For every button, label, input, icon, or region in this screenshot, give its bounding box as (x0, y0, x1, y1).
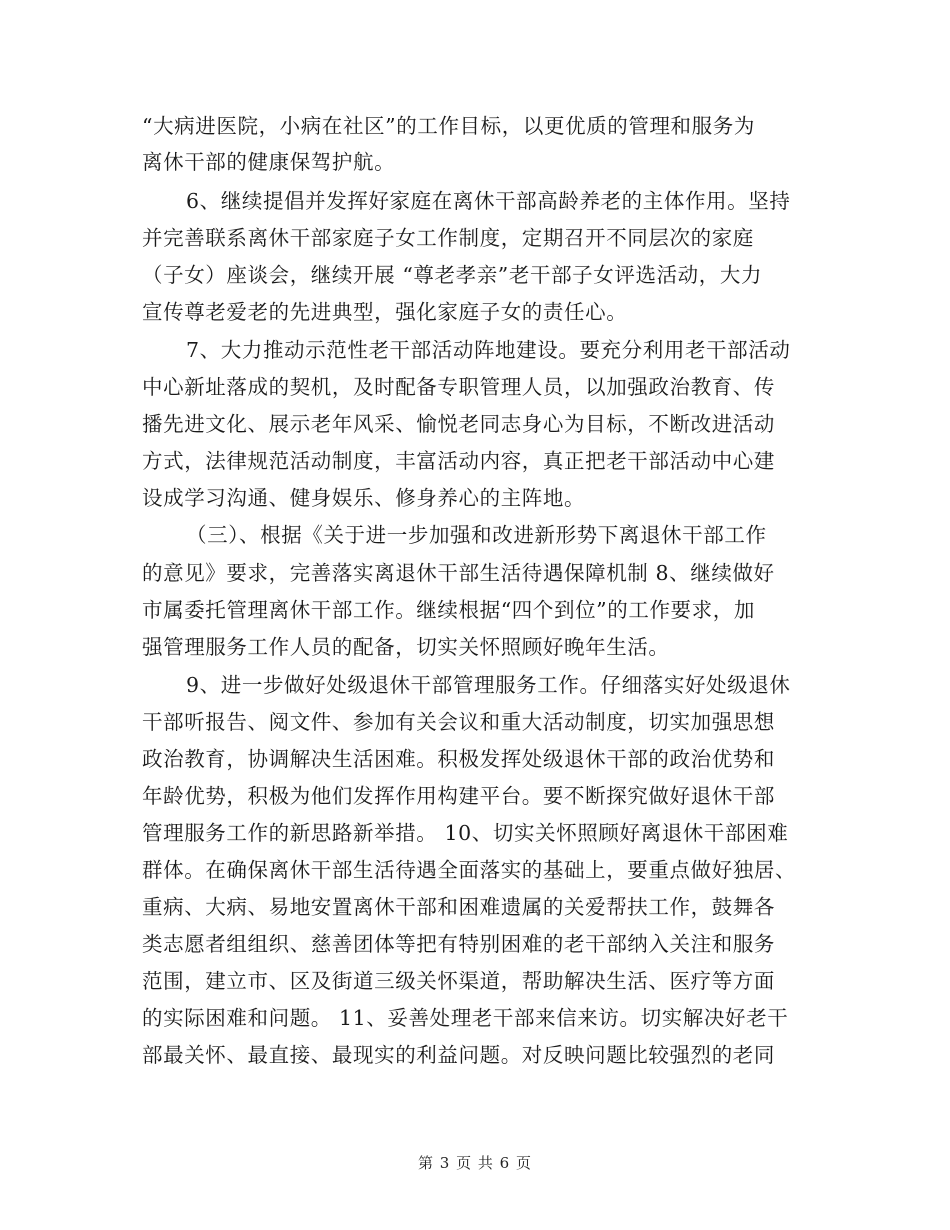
text-line: 群体。在确保离休干部生活待遇全面落实的基础上，要重点做好独居、 (142, 858, 797, 882)
text-line: 播先进文化、展示老年风采、愉悦老同志身心为目标，不断改进活动 (142, 412, 775, 436)
text-line: 干部听报告、阅文件、参加有关会议和重大活动制度，切实加强思想 (142, 710, 775, 734)
text-line: “大病进医院，小病在社区”的工作目标，以更优质的管理和服务为 (142, 114, 755, 138)
text-line: 部最关怀、最直接、最现实的利益问题。对反映问题比较强烈的老同 (142, 1043, 775, 1067)
text-line: 的实际困难和问题。 11、妥善处理老干部来信来访。切实解决好老干 (142, 1006, 789, 1030)
text-line: 政治教育，协调解决生活困难。积极发挥处级退休干部的政治优势和 (142, 747, 775, 771)
text-line: 年龄优势，积极为他们发挥作用构建平台。要不断探究做好退休干部 (142, 784, 775, 808)
text-line: 的意见》要求，完善落实离退休干部生活待遇保障机制 8、继续做好 (142, 561, 775, 585)
text-line: （子女）座谈会，继续开展 “尊老孝亲”老干部子女评选活动，大力 (142, 263, 763, 287)
text-line: 6、继续提倡并发挥好家庭在离休干部高龄养老的主体作用。坚持 (186, 189, 791, 213)
text-line: 宣传尊老爱老的先进典型，强化家庭子女的责任心。 (142, 300, 628, 324)
text-line: 范围，建立市、区及街道三级关怀渠道，帮助解决生活、医疗等方面 (142, 969, 775, 993)
page-number: 第 3 页 共 6 页 (418, 1154, 532, 1172)
text-line: 类志愿者组组织、慈善团体等把有特别困难的老干部纳入关注和服务 (142, 932, 775, 956)
text-line: 重病、大病、易地安置离休干部和困难遗属的关爱帮扶工作，鼓舞各 (142, 895, 775, 919)
text-line: 强管理服务工作人员的配备，切实关怀照顾好晚年生活。 (142, 635, 670, 659)
text-line: 并完善联系离休干部家庭子女工作制度，定期召开不同层次的家庭 (142, 226, 754, 250)
text-line: 市属委托管理离休干部工作。继续根据“四个到位”的工作要求，加 (142, 598, 755, 622)
text-line: 方式，法律规范活动制度，丰富活动内容，真正把老干部活动中心建 (142, 449, 775, 473)
text-line: 9、进一步做好处级退休干部管理服务工作。仔细落实好处级退休 (186, 673, 791, 697)
section-heading-line: （三）、根据《关于进一步加强和改进新形势下离退休干部工作 (186, 523, 767, 547)
text-line: 管理服务工作的新思路新举措。 10、切实关怀照顾好离退休干部困难 (142, 821, 789, 845)
text-line: 离休干部的健康保驾护航。 (142, 150, 396, 174)
text-line: 设成学习沟通、健身娱乐、修身养心的主阵地。 (142, 486, 586, 510)
text-line: 中心新址落成的契机，及时配备专职管理人员，以加强政治教育、传 (142, 375, 775, 399)
text-line: 7、大力推动示范性老干部活动阵地建设。要充分利用老干部活动 (186, 338, 791, 362)
